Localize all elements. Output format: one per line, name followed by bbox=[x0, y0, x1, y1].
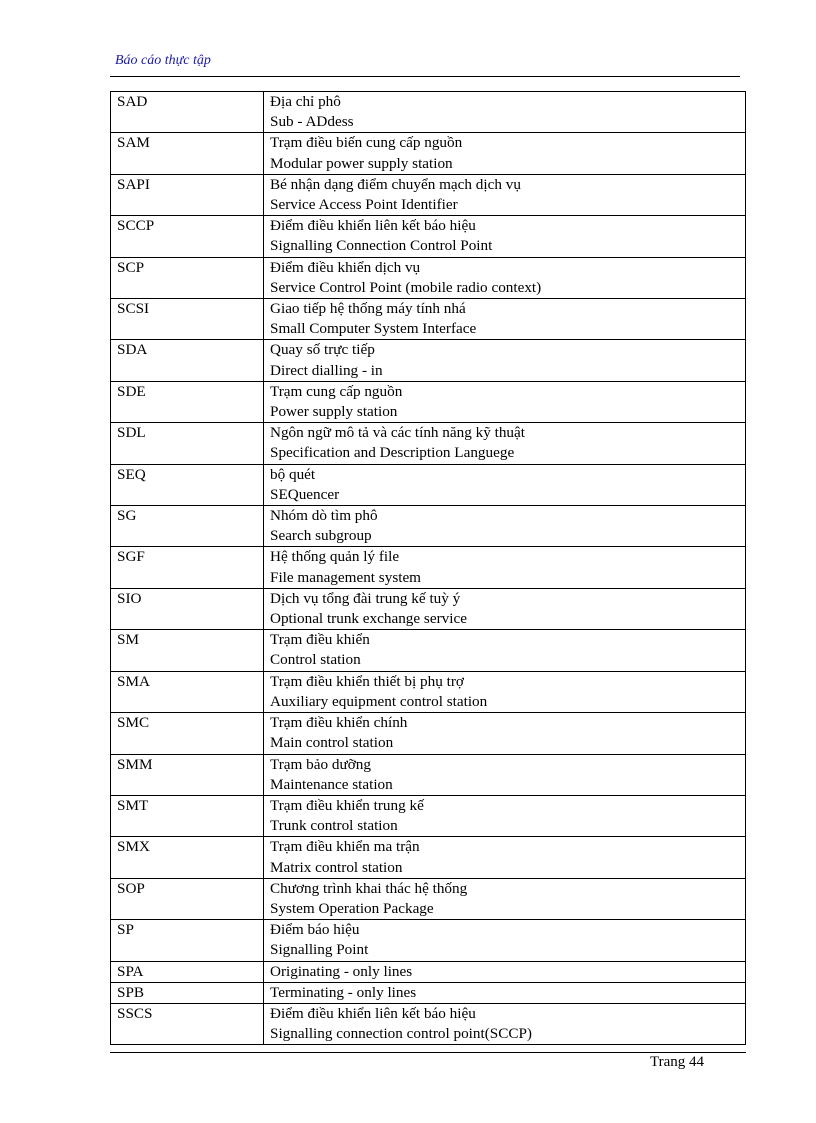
description-cell bbox=[264, 920, 746, 961]
description-cell bbox=[264, 506, 746, 547]
vietnamese-term: Điểm điều khiển dịch vụ bbox=[270, 258, 421, 276]
description-cell bbox=[264, 713, 746, 754]
abbreviation-cell: SAD bbox=[111, 92, 264, 133]
page-number: Trang 44 bbox=[650, 1054, 705, 1070]
vietnamese-term: Bé nhận dạng điểm chuyển mạch dịch vụ bbox=[270, 175, 521, 193]
table-row bbox=[111, 588, 746, 629]
description-cell bbox=[264, 754, 746, 795]
english-term: Auxiliary equipment control station bbox=[270, 692, 488, 710]
description-cell bbox=[264, 92, 746, 133]
vietnamese-term: Quay số trực tiếp bbox=[270, 341, 375, 359]
english-term: Sub - ADdess bbox=[270, 113, 354, 131]
english-term: Modular power supply station bbox=[270, 154, 453, 172]
abbreviation-cell: SP bbox=[111, 920, 264, 961]
abbreviation-cell: SMC bbox=[111, 713, 264, 754]
table-row bbox=[111, 547, 746, 588]
table-row bbox=[111, 795, 746, 836]
table-row bbox=[111, 423, 746, 464]
vietnamese-term: Trạm điều khiển trung kế bbox=[270, 796, 424, 814]
vietnamese-term: Điểm điều khiển liên kết báo hiệu bbox=[270, 217, 476, 235]
abbreviation-cell: SMT bbox=[111, 795, 264, 836]
table-row bbox=[111, 299, 746, 340]
vietnamese-term: Chương trình khai thác hệ thống bbox=[270, 879, 468, 897]
table-row bbox=[111, 920, 746, 961]
vietnamese-term: Trạm cung cấp nguồn bbox=[270, 382, 403, 400]
abbreviation-cell: SG bbox=[111, 506, 264, 547]
vietnamese-term: Trạm bảo dưỡng bbox=[270, 755, 371, 773]
vietnamese-term: Dịch vụ tổng đài trung kế tuỳ ý bbox=[270, 589, 461, 607]
description-cell bbox=[264, 133, 746, 174]
vietnamese-term: Terminating - only lines bbox=[270, 983, 417, 1001]
vietnamese-term: Điểm báo hiệu bbox=[270, 921, 360, 939]
description-cell bbox=[264, 837, 746, 878]
english-term: Maintenance station bbox=[270, 775, 393, 793]
english-term: Matrix control station bbox=[270, 858, 403, 876]
vietnamese-term: Điểm điều khiển liên kết báo hiệu bbox=[270, 1004, 476, 1022]
vietnamese-term: Trạm điều khiển bbox=[270, 631, 370, 649]
description-cell bbox=[264, 671, 746, 712]
vietnamese-term: Trạm điều biến cung cấp nguồn bbox=[270, 134, 463, 152]
table-row bbox=[111, 216, 746, 257]
abbreviation-cell: SAM bbox=[111, 133, 264, 174]
vietnamese-term: Địa chỉ phô bbox=[270, 93, 341, 110]
table-row bbox=[111, 340, 746, 381]
vietnamese-term: Giao tiếp hệ thống máy tính nhá bbox=[270, 300, 466, 318]
abbreviation-cell: SIO bbox=[111, 588, 264, 629]
vietnamese-term: Originating - only lines bbox=[270, 962, 413, 980]
table-row bbox=[111, 133, 746, 174]
table-row bbox=[111, 713, 746, 754]
english-term: Signalling Point bbox=[270, 941, 369, 959]
abbreviation-cell: SDE bbox=[111, 381, 264, 422]
english-term: Trunk control station bbox=[270, 817, 398, 835]
table-row bbox=[111, 1003, 746, 1044]
english-term: Direct dialling - in bbox=[270, 361, 383, 379]
abbreviation-table-body bbox=[111, 92, 746, 1045]
description-cell bbox=[264, 299, 746, 340]
description-cell bbox=[264, 982, 746, 1003]
abbreviation-cell: SAPI bbox=[111, 174, 264, 215]
english-term: SEQuencer bbox=[270, 485, 340, 503]
table-row bbox=[111, 878, 746, 919]
abbreviation-cell: SMM bbox=[111, 754, 264, 795]
abbreviation-cell: SPB bbox=[111, 982, 264, 1003]
description-cell bbox=[264, 630, 746, 671]
vietnamese-term: Hệ thống quản lý file bbox=[270, 548, 400, 566]
english-term: Signalling connection control point(SCCP) bbox=[270, 1025, 532, 1043]
english-term: Service Access Point Identifier bbox=[270, 196, 458, 214]
vietnamese-term: Ngôn ngữ mô tả và các tính năng kỹ thuật bbox=[270, 424, 525, 442]
header-title: Báo cáo thực tập bbox=[115, 53, 211, 68]
description-cell bbox=[264, 878, 746, 919]
description-cell bbox=[264, 464, 746, 505]
table-row bbox=[111, 837, 746, 878]
abbreviation-cell: SDA bbox=[111, 340, 264, 381]
abbreviation-cell: SPA bbox=[111, 961, 264, 982]
table-row bbox=[111, 982, 746, 1003]
table-row bbox=[111, 464, 746, 505]
description-cell bbox=[264, 381, 746, 422]
table-row bbox=[111, 671, 746, 712]
footer-divider bbox=[110, 1052, 746, 1053]
english-term: Control station bbox=[270, 651, 361, 669]
english-term: Signalling Connection Control Point bbox=[270, 237, 493, 255]
english-term: File management system bbox=[270, 568, 421, 586]
description-cell bbox=[264, 257, 746, 298]
english-term: Specification and Description Languege bbox=[270, 444, 515, 462]
english-term: Optional trunk exchange service bbox=[270, 610, 467, 628]
description-cell bbox=[264, 961, 746, 982]
description-cell bbox=[264, 1003, 746, 1044]
table-row bbox=[111, 506, 746, 547]
abbreviation-cell: SM bbox=[111, 630, 264, 671]
table-row bbox=[111, 92, 746, 133]
abbreviation-cell: SDL bbox=[111, 423, 264, 464]
english-term: Search subgroup bbox=[270, 527, 372, 545]
description-cell bbox=[264, 795, 746, 836]
abbreviation-cell: SCSI bbox=[111, 299, 264, 340]
english-term: Main control station bbox=[270, 734, 394, 752]
abbreviation-cell: SSCS bbox=[111, 1003, 264, 1044]
abbreviation-table bbox=[110, 91, 746, 1045]
table-row bbox=[111, 257, 746, 298]
description-cell bbox=[264, 174, 746, 215]
table-row bbox=[111, 961, 746, 982]
english-term: Power supply station bbox=[270, 403, 398, 421]
abbreviation-cell: SMX bbox=[111, 837, 264, 878]
vietnamese-term: Nhóm dò tìm phô bbox=[270, 507, 378, 525]
description-cell bbox=[264, 216, 746, 257]
vietnamese-term: Trạm điều khiển thiết bị phụ trợ bbox=[270, 672, 464, 690]
abbreviation-cell: SOP bbox=[111, 878, 264, 919]
description-cell bbox=[264, 340, 746, 381]
description-cell bbox=[264, 547, 746, 588]
table-row bbox=[111, 381, 746, 422]
abbreviation-cell: SMA bbox=[111, 671, 264, 712]
description-cell bbox=[264, 588, 746, 629]
table-row bbox=[111, 754, 746, 795]
abbreviation-cell: SGF bbox=[111, 547, 264, 588]
abbreviation-cell: SCP bbox=[111, 257, 264, 298]
header-divider bbox=[110, 76, 740, 77]
english-term: System Operation Package bbox=[270, 899, 434, 917]
abbreviation-cell: SCCP bbox=[111, 216, 264, 257]
description-cell bbox=[264, 423, 746, 464]
english-term: Small Computer System Interface bbox=[270, 320, 477, 338]
vietnamese-term: bộ quét bbox=[270, 465, 316, 483]
abbreviation-cell: SEQ bbox=[111, 464, 264, 505]
vietnamese-term: Trạm điều khiển ma trận bbox=[270, 838, 420, 856]
vietnamese-term: Trạm điều khiển chính bbox=[270, 714, 408, 732]
english-term: Service Control Point (mobile radio context) bbox=[270, 278, 542, 296]
table-row bbox=[111, 630, 746, 671]
table-row bbox=[111, 174, 746, 215]
